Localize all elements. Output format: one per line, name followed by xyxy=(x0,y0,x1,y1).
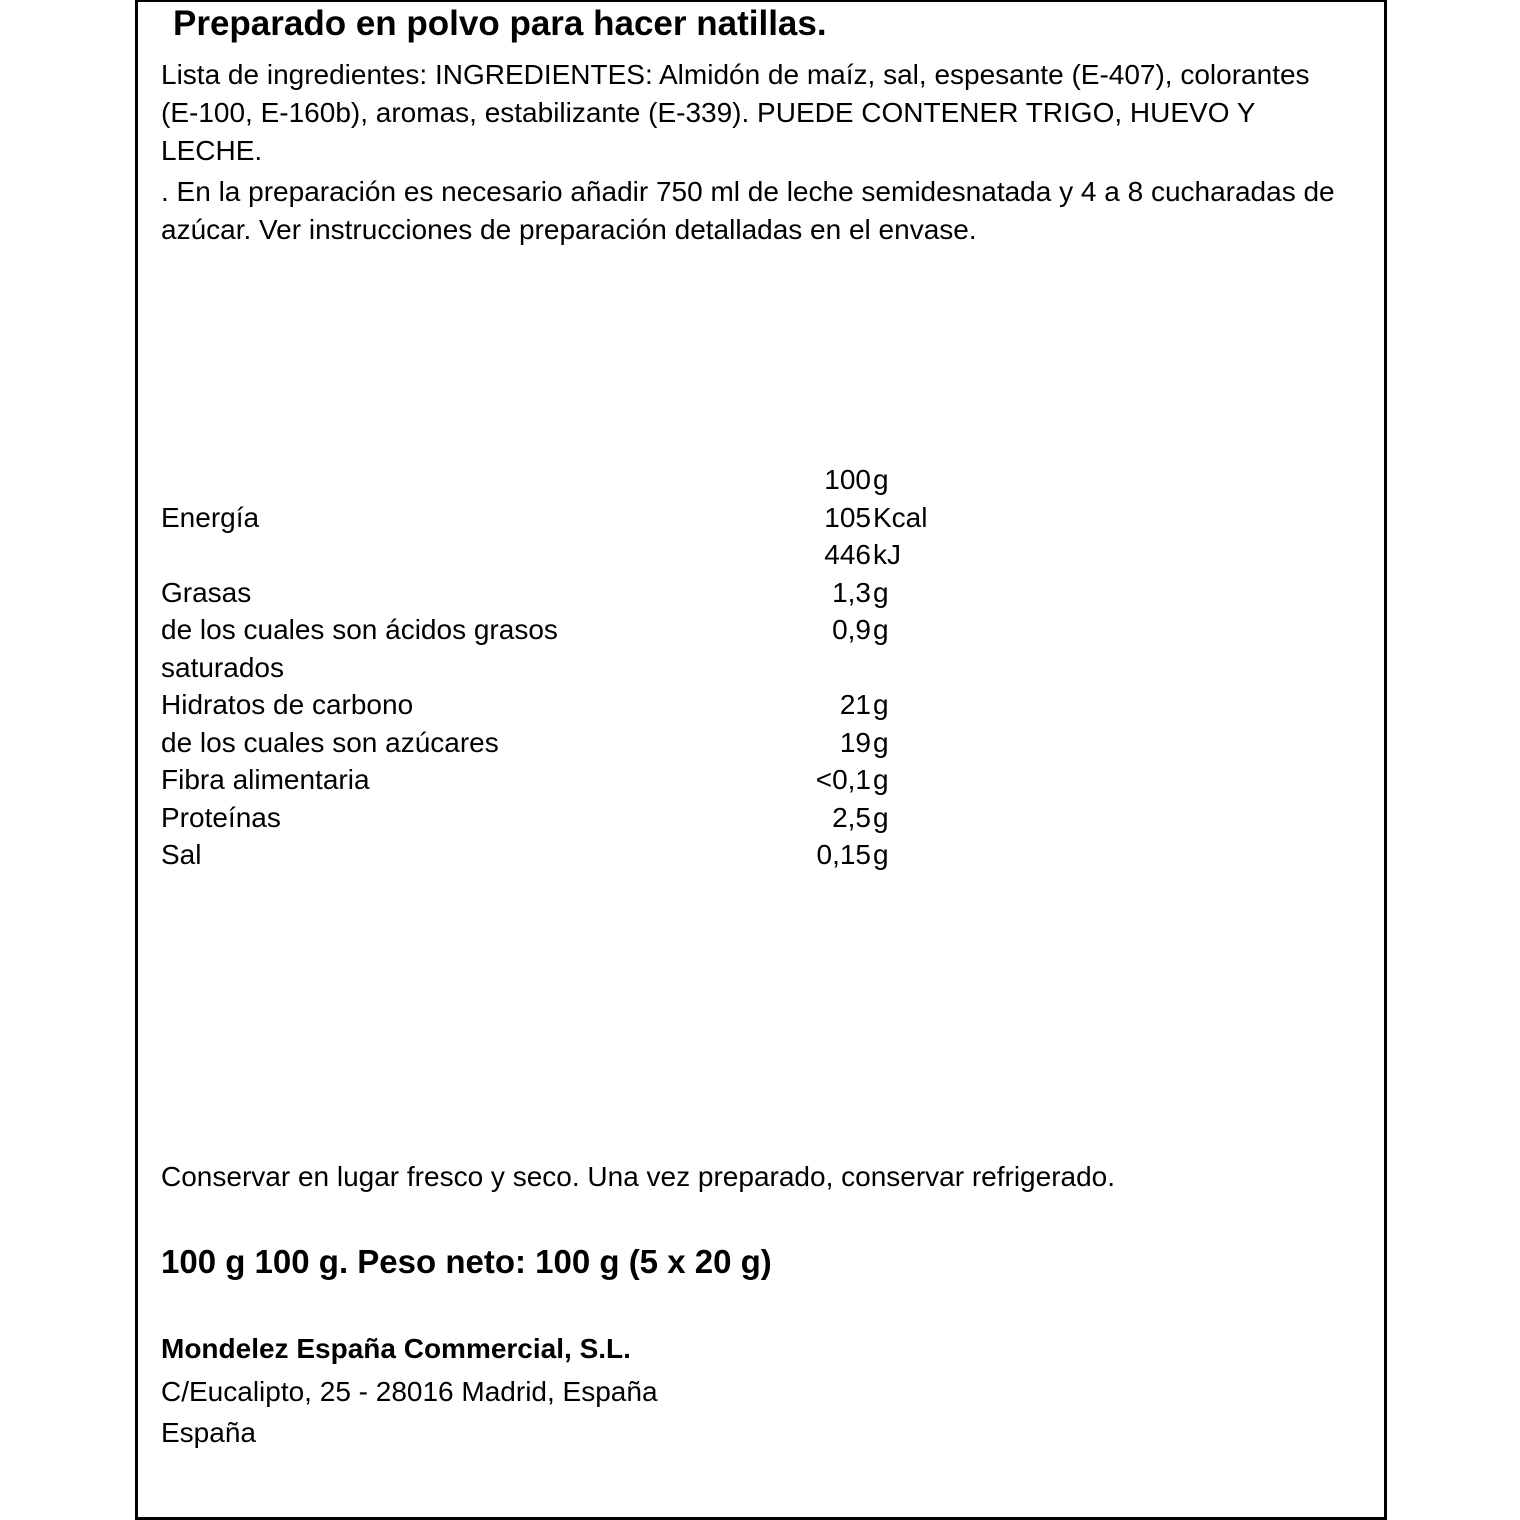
nutrition-value: <0,1 xyxy=(815,764,871,795)
nutrition-label: Sal xyxy=(161,839,202,870)
nutrition-label: Proteínas xyxy=(161,801,281,833)
nutrition-row xyxy=(161,761,1061,799)
ingredients-text: Lista de ingredientes: INGREDIENTES: Almidón de maíz, sal, espesante (E-407), colorantes (E-100, E-160b), aromas, estabilizante (E-339). PUEDE CONTENER TRIGO, HUEVO Y LECHE. xyxy=(161,59,1310,166)
storage-text: Conservar en lugar fresco y seco. Una vez preparado, conservar refrigerado. xyxy=(161,1161,1116,1192)
nutrition-value: 446 xyxy=(824,539,871,570)
company-country: España xyxy=(161,1417,256,1448)
nutrition-row xyxy=(161,536,1061,574)
preparation-text: . En la preparación es necesario añadir 750 ml de leche semidesnatada y 4 a 8 cucharadas de azúcar. Ver instrucciones de preparación detalladas en el envase. xyxy=(161,176,1335,245)
nutrition-unit: g xyxy=(873,726,889,758)
nutrition-unit: g xyxy=(873,801,889,833)
nutrition-table xyxy=(161,461,1061,874)
nutrition-unit: Kcal xyxy=(873,501,928,533)
nutrition-value: 19 xyxy=(839,726,871,758)
nutrition-label: Grasas xyxy=(161,576,252,608)
company-name: Mondelez España Commercial, S.L. xyxy=(161,1333,631,1364)
nutrition-row xyxy=(161,799,1061,837)
product-title: Preparado en polvo para hacer natillas. xyxy=(173,4,827,43)
nutrition-unit: g xyxy=(873,839,889,870)
nutrition-unit: g xyxy=(873,614,889,645)
nutrition-value: 2,5 xyxy=(832,801,871,833)
nutrition-header-unit: g xyxy=(873,464,889,495)
nutrition-row xyxy=(161,649,1061,687)
nutrition-unit: g xyxy=(873,576,889,608)
nutrition-label: de los cuales son azúcares xyxy=(161,726,499,758)
nutrition-value: 0,9 xyxy=(832,614,871,645)
nutrition-label: Hidratos de carbono xyxy=(161,689,414,720)
company-address: C/Eucalipto, 25 - 28016 Madrid, España xyxy=(161,1376,658,1407)
nutrition-value: 1,3 xyxy=(832,576,871,608)
nutrition-row xyxy=(161,836,1061,874)
nutrition-value: 21 xyxy=(839,689,871,720)
nutrition-row xyxy=(161,574,1061,612)
nutrition-unit: g xyxy=(873,689,889,720)
nutrition-label: de los cuales son ácidos grasos xyxy=(161,614,558,645)
nutrition-header-row xyxy=(161,461,1061,499)
nutrition-row xyxy=(161,499,1061,537)
nutrition-row xyxy=(161,724,1061,762)
nutrition-label: Fibra alimentaria xyxy=(161,764,370,795)
nutrition-value: 105 xyxy=(824,501,871,533)
nutrition-label: saturados xyxy=(161,651,284,683)
nutrition-label: Energía xyxy=(161,501,260,533)
nutrition-value: 0,15 xyxy=(816,839,871,870)
nutrition-unit: kJ xyxy=(873,539,901,570)
nutrition-row xyxy=(161,611,1061,649)
net-weight: 100 g 100 g. Peso neto: 100 g (5 x 20 g) xyxy=(161,1243,772,1280)
nutrition-row xyxy=(161,686,1061,724)
nutrition-unit: g xyxy=(873,764,889,795)
nutrition-header-value: 100 xyxy=(824,464,871,495)
